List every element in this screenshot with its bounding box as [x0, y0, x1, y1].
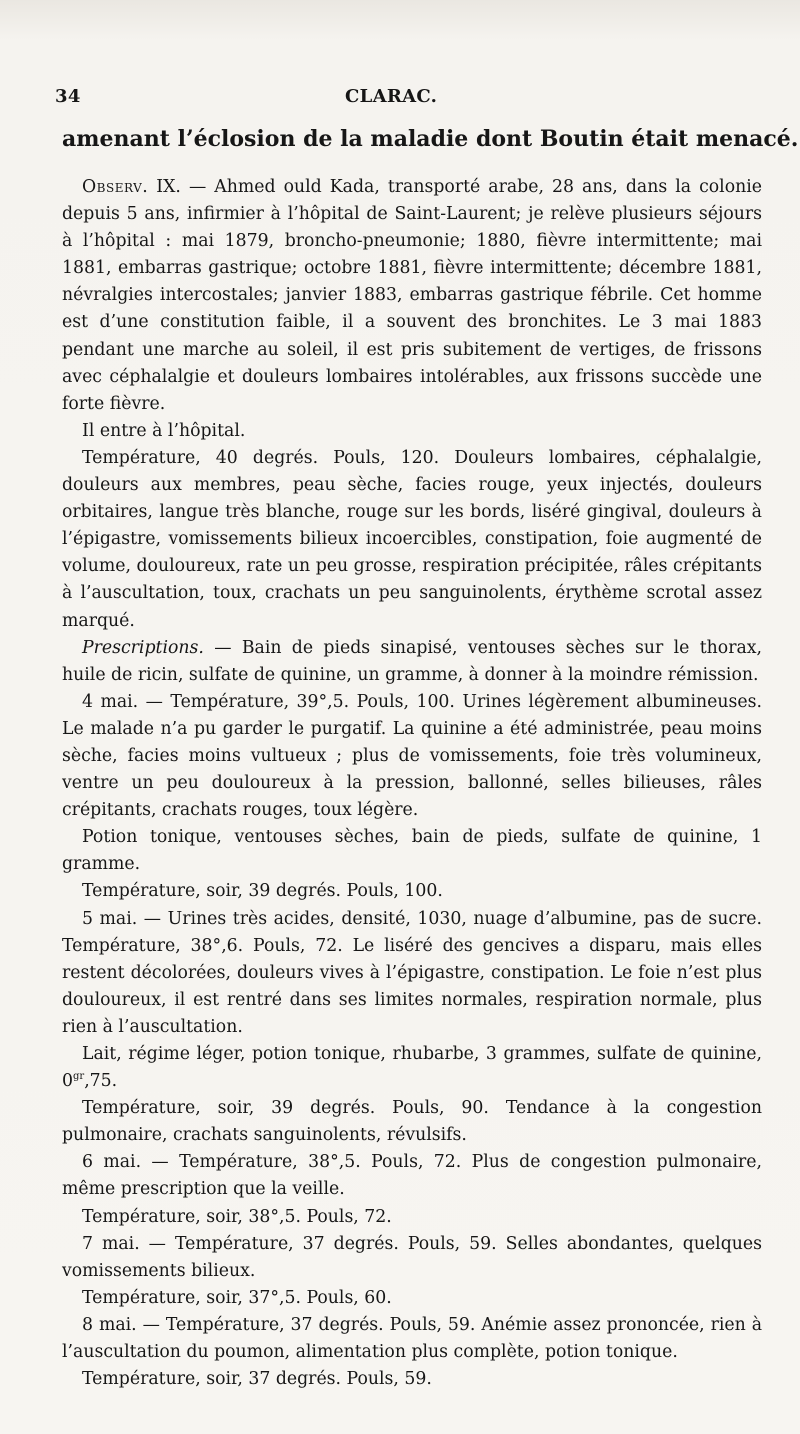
paragraph-treatment-may-4: Potion tonique, ventouses sèches, bain de pieds, sulfate de quinine, 1 gramme. [62, 827, 762, 875]
paragraph-may-5: 5 mai. — Urines très acides, densité, 1030, nuage d’albumine, pas de sucre. Température, 38°,6. Pouls, 72. Le liséré des gencives a disparu, mais elles restent décolorées, douleurs vives à l’épigastre, constipation. Le foie n’est plus douloureux, il est rentré dans ses limites normales, respiration normale, plus rien à l’auscultation. [62, 908, 762, 1037]
paragraph-treatment-may-5: Lait, régime léger, potion tonique, rhubarbe, 3 grammes, sulfate de quinine, $0^{gr},75$. [62, 1044, 762, 1092]
prescriptions-label: Prescriptions. [82, 637, 204, 658]
page-header [55, 86, 750, 112]
paragraph-prescriptions: Prescriptions. — Bain de pieds sinapisé, ventouses sèches sur le thorax, huile de ricin, sulfate de quinine, un gramme, à donner à la moindre rémission. [62, 637, 762, 685]
paragraph-evening-may-6: Température, soir, 38°,5. Pouls, 72. [82, 1206, 392, 1227]
paragraph-may-7: 7 mai. — Température, 37 degrés. Pouls, 59. Selles abondantes, quelques vomissements bilieux. [62, 1233, 762, 1281]
paragraph-observation-intro: Observ. IX. — Ahmed ould Kada, transporté arabe, 28 ans, dans la colonie depuis 5 ans, infirmier à l’hôpital de Saint-Laurent; je relève plusieurs séjours à l’hôpital : mai 1879, broncho-pneumonie; 1880, fièvre intermittente; mai 1881, embarras gastrique; octobre 1881, fièvre intermittente; décembre 1881, névralgies intercostales; janvier 1883, embarras gastrique fébrile. Cet homme est d’une constitution faible, il a souvent des bronchites. Le 3 mai 1883 pendant une marche au soleil, il est pris subitement de vertiges, de frissons avec céphalalgie et douleurs lombaires intolérables, aux frissons succède une forte fièvre. [62, 177, 762, 414]
page-number: 34 [55, 86, 81, 107]
continuation-line: amenant l’éclosion de la maladie dont Boutin était menacé. [62, 126, 799, 152]
observation-label: Observ. [82, 177, 149, 197]
paragraph-evening-may-4: Température, soir, 39 degrés. Pouls, 100. [82, 881, 443, 902]
running-head: CLARAC. [345, 86, 438, 107]
paragraph-may-6: 6 mai. — Température, 38°,5. Pouls, 72. Plus de congestion pulmonaire, même prescription que la veille. [62, 1152, 762, 1200]
paragraph-symptoms: Température, 40 degrés. Pouls, 120. Douleurs lombaires, céphalalgie, douleurs aux membres, peau sèche, facies rouge, yeux injectés, douleurs orbitaires, langue très blanche, rouge sur les bords, liséré gingival, douleurs à l’épigastre, vomissements bilieux incoercibles, constipation, foie augmenté de volume, douloureux, rate un peu grosse, respiration précipitée, râles crépitants à l’auscultation, toux, crachats un peu sanguinolents, érythème scrotal assez marqué. [62, 447, 762, 631]
observation-text [62, 174, 762, 1393]
paragraph-evening-may-7: Température, soir, 37°,5. Pouls, 60. [82, 1287, 392, 1308]
paragraph-evening-may-5: Température, soir, 39 degrés. Pouls, 90. Tendance à la congestion pulmonaire, crachats sanguinolents, révulsifs. [62, 1098, 762, 1146]
paragraph-admission: Il entre à l’hôpital. [82, 420, 246, 441]
paragraph-may-8: 8 mai. — Température, 37 degrés. Pouls, 59. Anémie assez prononcée, rien à l’auscultation du poumon, alimentation plus complète, potion tonique. [62, 1314, 762, 1363]
paragraph-evening-may-8: Température, soir, 37 degrés. Pouls, 59. [82, 1369, 432, 1390]
paragraph-may-4: 4 mai. — Température, 39°,5. Pouls, 100. Urines légèrement albumineuses. Le malade n’a pu garder le purgatif. La quinine a été administrée, peau moins sèche, facies moins vultueux ; plus de vomissements, foie très volumineux, ventre un peu douloureux à la pression, ballonné, selles bilieuses, râles crépitants, crachats rouges, toux légère. [62, 691, 762, 821]
